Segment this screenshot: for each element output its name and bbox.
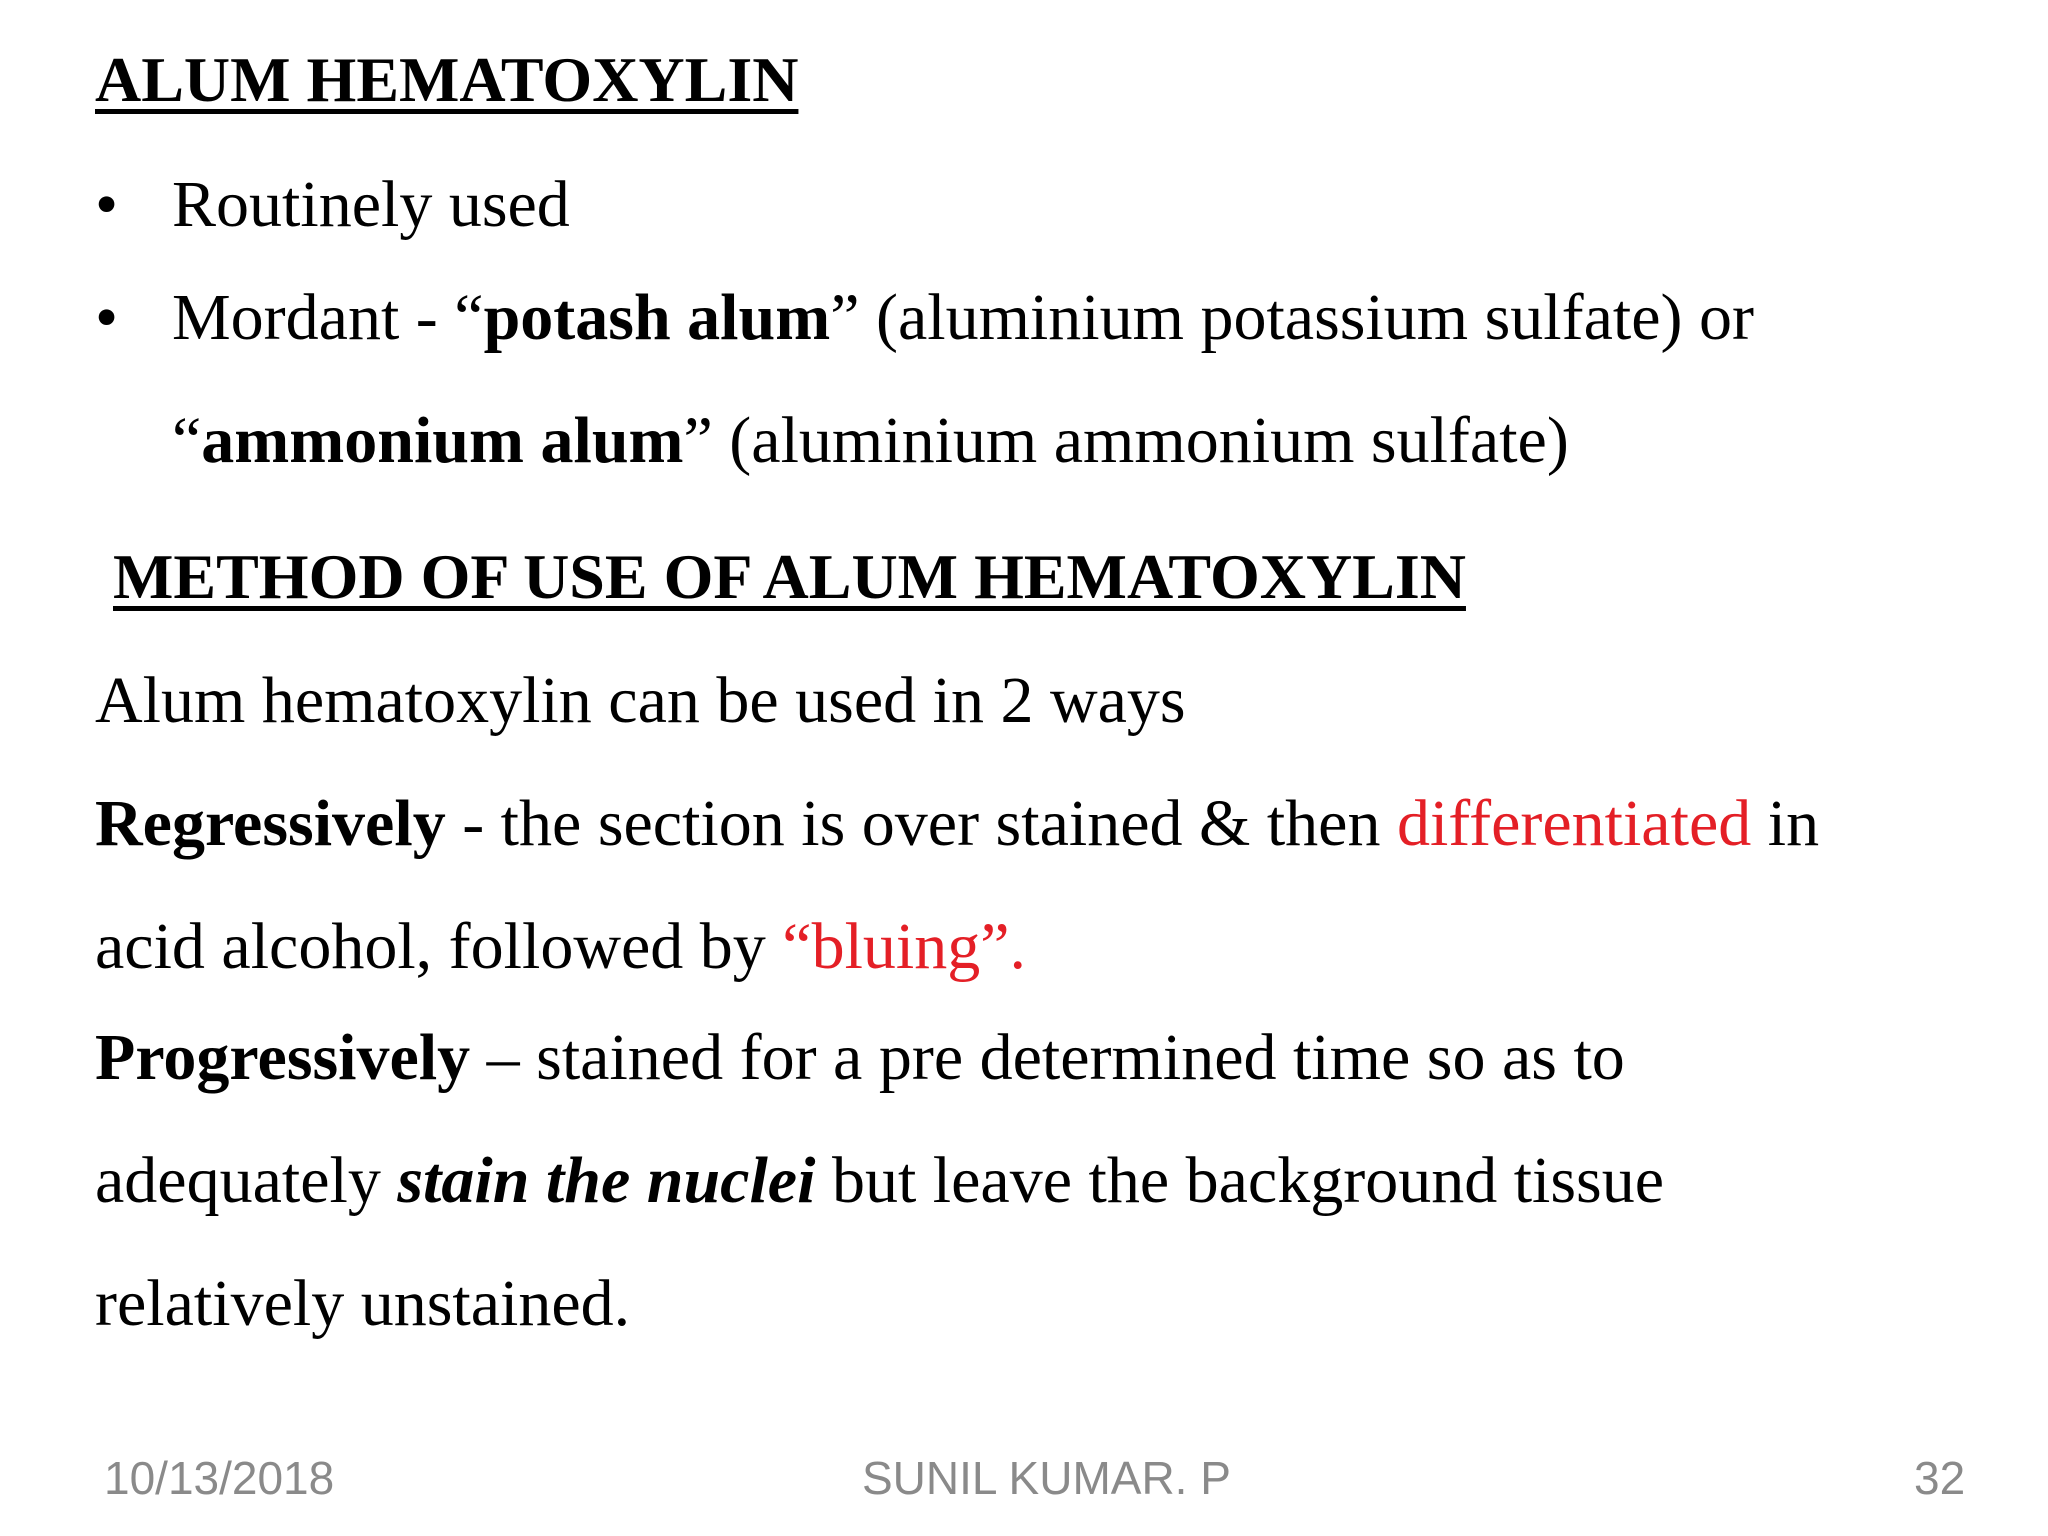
potash-alum-description: ” (aluminium potassium sulfate) or [830,281,1754,354]
differentiated-highlight: differentiated [1396,787,1752,860]
footer-author: SUNIL KUMAR. P [862,1452,1231,1504]
slide-title: ALUM HEMATOXYLIN [95,44,799,115]
stain-nuclei-emphasis: stain the nuclei [397,1144,816,1217]
ammonium-alum-description: ” (aluminium ammonium sulfate) [683,404,1569,477]
potash-alum-term: potash alum [483,281,831,354]
regressive-line-2 [95,910,1027,983]
progressive-line-1 [95,1021,1625,1094]
progressive-term: Progressively [95,1021,471,1094]
progressive-line-2 [95,1144,1665,1217]
bullet-1-glyph: • [95,168,119,241]
progressive-line-3: relatively unstained. [95,1267,631,1340]
regressive-line-1 [95,787,1820,860]
regressive-term: Regressively [95,787,446,860]
ammonium-alum-term: ammonium alum [201,404,684,477]
ammonium-open-quote: “ [172,404,202,477]
progressive-text-1: – stained for a pre determined time so as to [470,1021,1625,1094]
regressive-text-2: in [1751,787,1820,860]
bullet-2-line-2 [172,404,1569,477]
bullet-2-glyph: • [95,281,119,354]
footer-date: 10/13/2018 [104,1452,335,1504]
bullet-1-text: Routinely used [172,168,570,241]
regressive-text-1: - the section is over stained & then [445,787,1397,860]
bullet-2-line-1 [172,281,1754,354]
progressive-text-3: but leave the background tissue [815,1144,1665,1217]
method-heading: METHOD OF USE OF ALUM HEMATOXYLIN [113,541,1466,612]
progressive-text-2: adequately [95,1144,398,1217]
footer-page-number: 32 [1914,1452,1966,1504]
mordant-prefix: Mordant - “ [172,281,484,354]
regressive-text-3: acid alcohol, followed by [95,910,783,983]
intro-text: Alum hematoxylin can be used in 2 ways [95,664,1186,737]
bluing-highlight: “bluing”. [782,910,1027,983]
